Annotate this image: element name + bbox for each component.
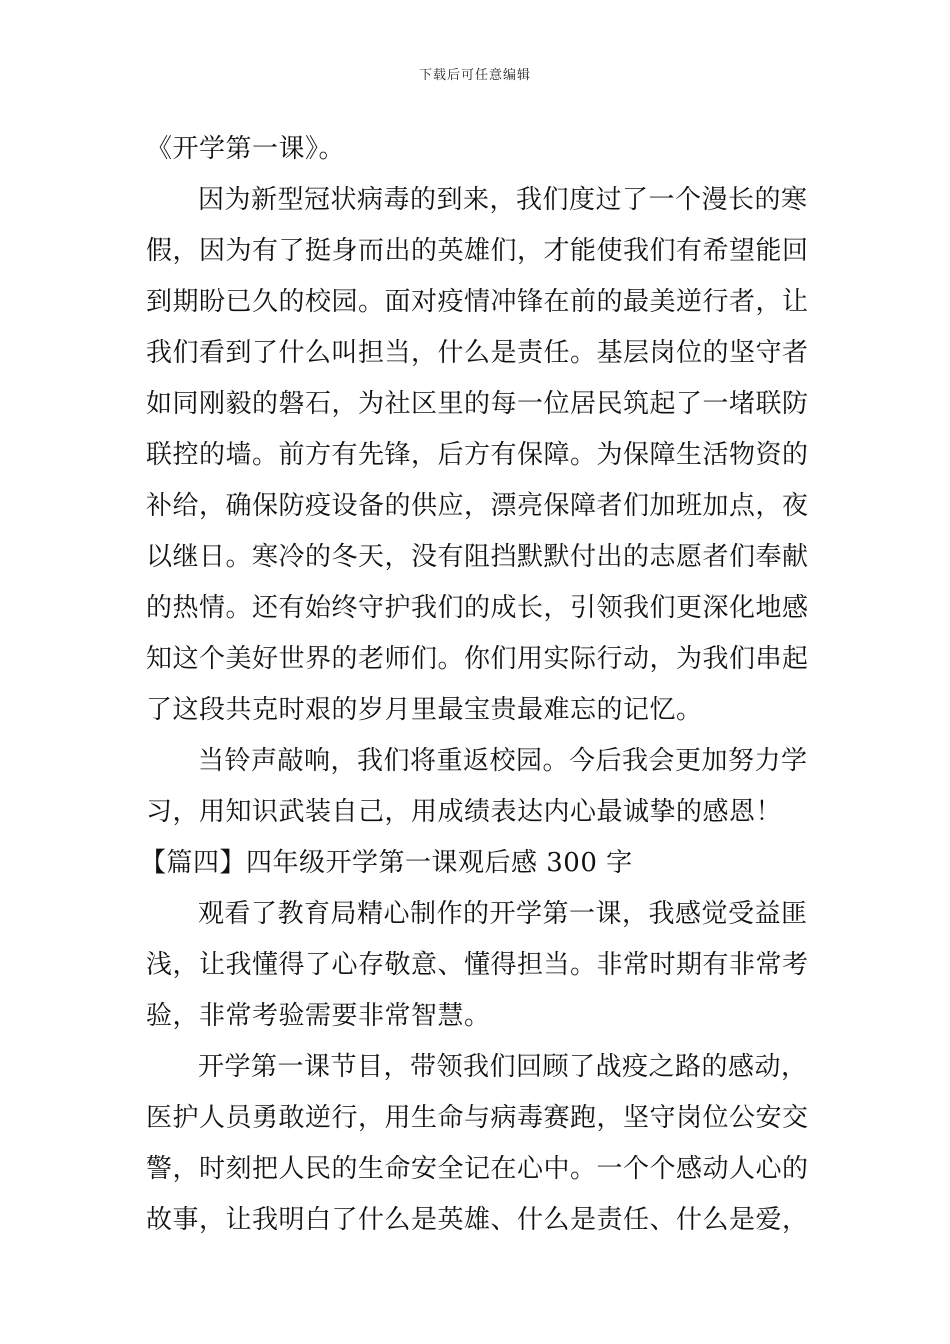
text-line: 如同刚毅的磐石，为社区里的每一位居民筑起了一堵联防 (146, 389, 809, 419)
paragraph-start-line: 因为新型冠状病毒的到来，我们度过了一个漫长的寒 (198, 185, 808, 215)
text-line: 习，用知识武装自己，用成绩表达内心最诚挚的感恩！ (146, 797, 783, 827)
text-line: 《开学第一课》。 (146, 134, 346, 164)
text-line: 警，时刻把人民的生命安全记在心中。一个个感动人心的 (146, 1154, 809, 1184)
text-line: 医护人员勇敢逆行，用生命与病毒赛跑，坚守岗位公安交 (146, 1103, 809, 1133)
text-line: 假，因为有了挺身而出的英雄们，才能使我们有希望能回 (146, 236, 809, 266)
text-line: 浅，让我懂得了心存敬意、懂得担当。非常时期有非常考 (146, 950, 809, 980)
document-body (140, 124, 809, 1246)
text-line: 以继日。寒冷的冬天，没有阻挡默默付出的志愿者们奉献 (146, 542, 809, 572)
page-header: 下载后可任意编辑 (418, 68, 531, 83)
paragraph-start-line: 观看了教育局精心制作的开学第一课，我感觉受益匪 (198, 899, 808, 929)
text-line: 了这段共克时艰的岁月里最宝贵最难忘的记忆。 (146, 695, 703, 725)
text-line: 联控的墙。前方有先锋，后方有保障。为保障生活物资的 (146, 440, 809, 470)
text-line: 验，非常考验需要非常智慧。 (146, 1001, 491, 1031)
text-line: 我们看到了什么叫担当，什么是责任。基层岗位的坚守者 (146, 338, 809, 368)
paragraph-start-line: 开学第一课节目，带领我们回顾了战疫之路的感动， (198, 1052, 808, 1082)
text-line: 知这个美好世界的老师们。你们用实际行动，为我们串起 (146, 644, 809, 674)
paragraph-start-line: 当铃声敲响，我们将重返校园。今后我会更加努力学 (198, 746, 808, 776)
text-line: 故事，让我明白了什么是英雄、什么是责任、什么是爱， (146, 1205, 809, 1235)
section-heading: 【篇四】四年级开学第一课观后感 300 字 (140, 848, 633, 878)
text-line: 补给，确保防疫设备的供应，漂亮保障者们加班加点，夜 (146, 491, 809, 521)
text-line: 到期盼已久的校园。面对疫情冲锋在前的最美逆行者，让 (146, 287, 809, 317)
text-line: 的热情。还有始终守护我们的成长，引领我们更深化地感 (146, 593, 809, 623)
